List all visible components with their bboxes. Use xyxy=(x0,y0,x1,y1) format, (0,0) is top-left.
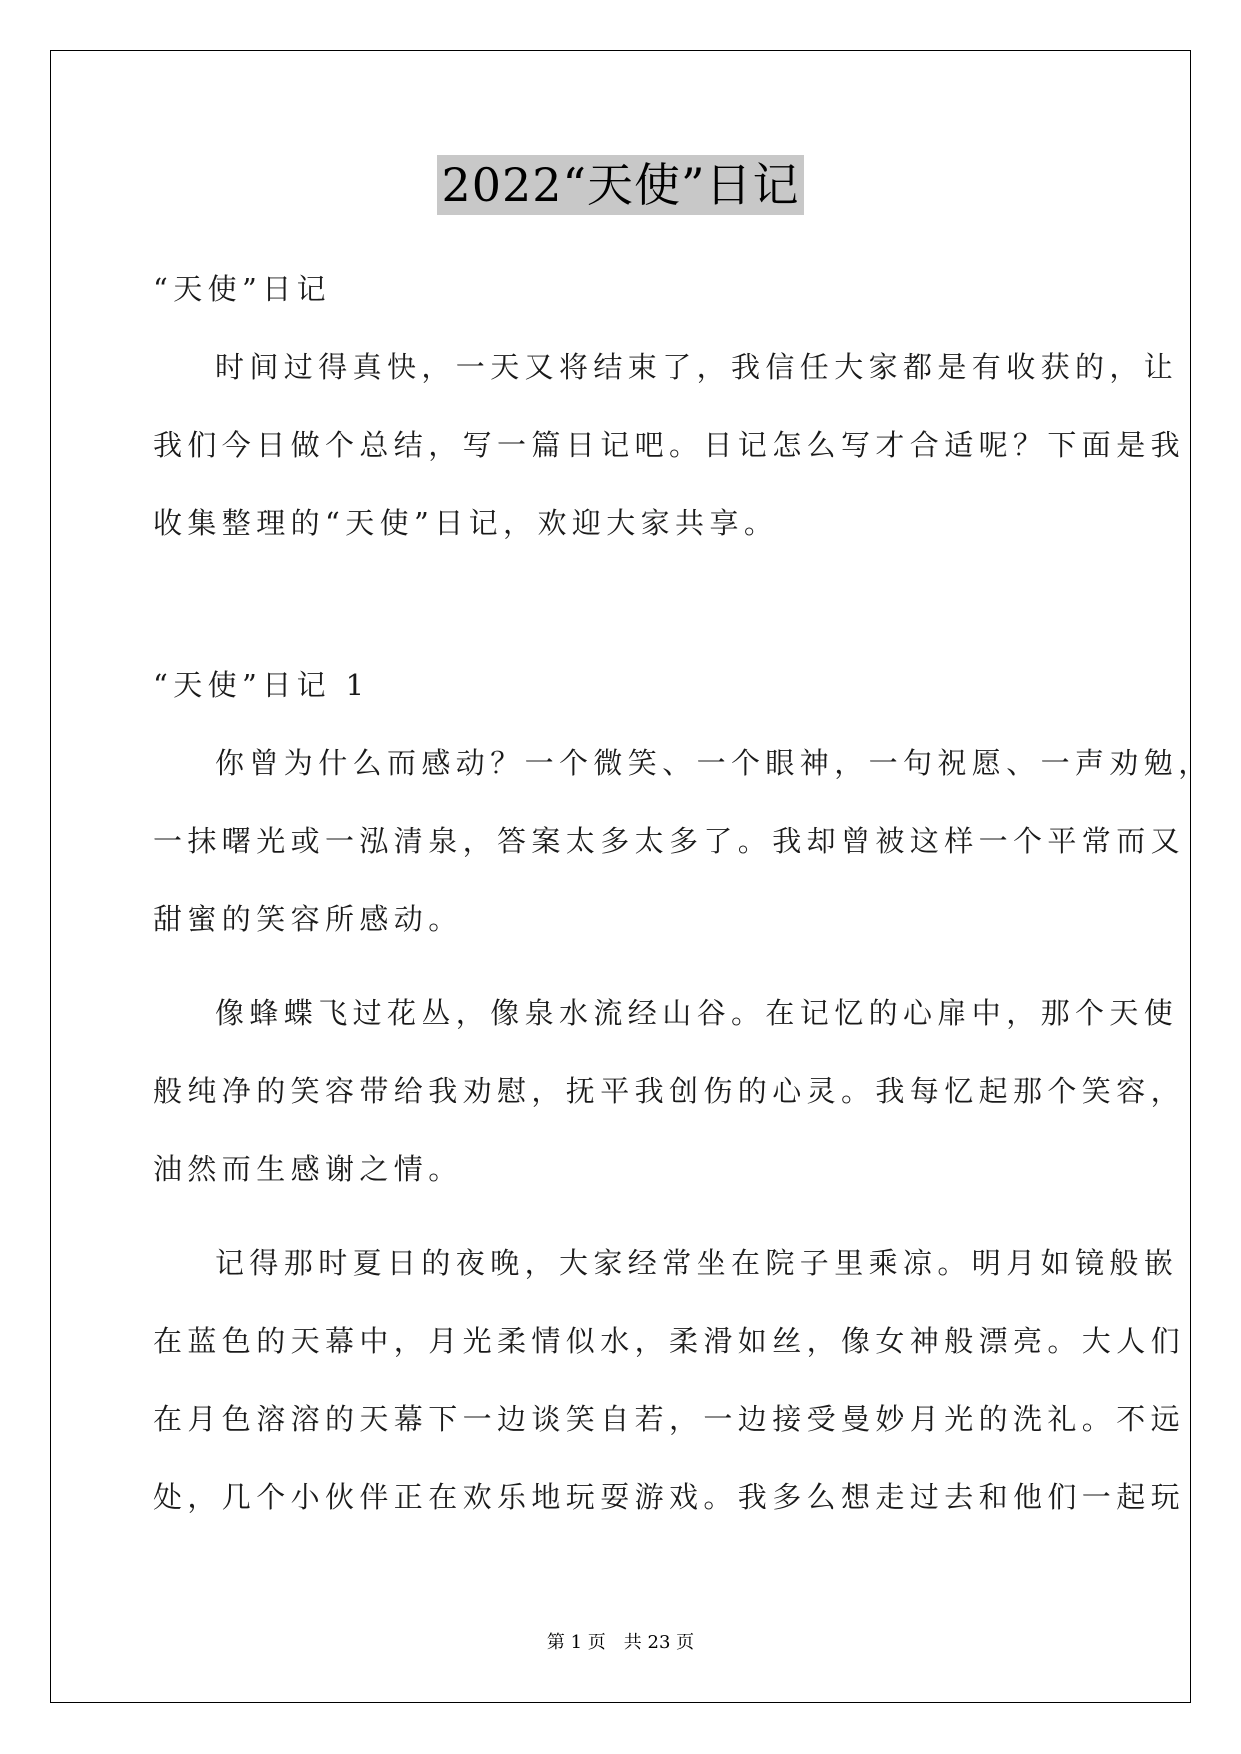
section-heading: “天使”日记 1 xyxy=(153,668,370,702)
paragraph-line: 甜蜜的笑容所感动。 xyxy=(153,902,463,936)
paragraph-line: 油然而生感谢之情。 xyxy=(153,1152,463,1186)
title-container xyxy=(0,155,1241,215)
paragraph-line: 一抹曙光或一泓清泉，答案太多太多了。我却曾被这样一个平常而又 xyxy=(153,824,1186,858)
paragraph-line: 你曾为什么而感动？一个微笑、一个眼神，一句祝愿、一声劝勉， xyxy=(215,746,1213,780)
paragraph-line: 收集整理的“天使”日记，欢迎大家共享。 xyxy=(153,506,779,540)
paragraph-line: 像蜂蝶飞过花丛，像泉水流经山谷。在记忆的心扉中，那个天使 xyxy=(215,996,1179,1030)
page-number-footer: 第 1 页 共 23 页 xyxy=(546,1632,695,1653)
paragraph-line: 处，几个小伙伴正在欢乐地玩耍游戏。我多么想走过去和他们一起玩 xyxy=(153,1480,1186,1514)
paragraph-line: 在月色溶溶的天幕下一边谈笑自若，一边接受曼妙月光的洗礼。不远 xyxy=(153,1402,1186,1436)
subtitle-line: “天使”日记 xyxy=(153,272,332,306)
paragraph-line: 时间过得真快，一天又将结束了，我信任大家都是有收获的，让 xyxy=(215,350,1179,384)
paragraph-line: 般纯净的笑容带给我劝慰，抚平我创伤的心灵。我每忆起那个笑容， xyxy=(153,1074,1186,1108)
paragraph-line: 我们今日做个总结，写一篇日记吧。日记怎么写才合适呢？下面是我 xyxy=(153,428,1186,462)
paragraph-line: 在蓝色的天幕中，月光柔情似水，柔滑如丝，像女神般漂亮。大人们 xyxy=(153,1324,1186,1358)
paragraph-line: 记得那时夏日的夜晚，大家经常坐在院子里乘凉。明月如镜般嵌 xyxy=(215,1246,1179,1280)
document-title: 2022“天使”日记 xyxy=(437,155,803,215)
